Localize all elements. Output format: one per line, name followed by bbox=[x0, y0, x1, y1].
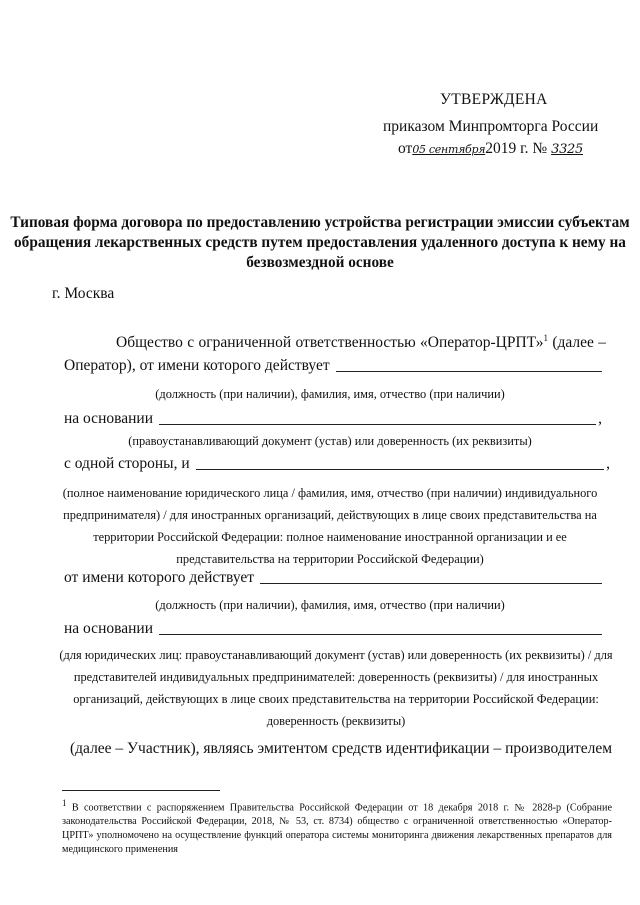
caption-party: (полное наименование юридического лица / фамилия, имя, отчество (при наличии) индивидуального предпринимателя) / для иностранных организаций, действующих в лице своих представительства на территории Российской Федерации: полное наименование иностранной организации и ее представительства на территории Российской Федерации) bbox=[62, 486, 598, 566]
party-row bbox=[64, 455, 610, 473]
document-title: Типовая форма договора по предоставлению устройства регистрации эмиссии субъектам обращения лекарственных средств путем предоставления удаленного доступа к нему на безвозмездной основе bbox=[10, 214, 630, 271]
handwritten-number: 3325 bbox=[551, 142, 583, 157]
operator-representative-row bbox=[64, 357, 604, 375]
footnote-ref: 1 bbox=[543, 333, 548, 343]
date-prefix: от bbox=[398, 140, 413, 157]
basis-label-2: на основании bbox=[64, 620, 153, 637]
caption-position: (должность (при наличии), фамилия, имя, отчество (при наличии) bbox=[155, 387, 505, 401]
comma: , bbox=[598, 410, 602, 427]
basis-row-1 bbox=[64, 410, 602, 428]
handwritten-date: 05 сентября bbox=[412, 143, 486, 156]
caption-document: (правоустанавливающий документ (устав) или доверенность (их реквизиты) bbox=[128, 434, 532, 448]
operator-name: Общество с ограниченной ответственностью «Оператор-ЦРПТ» bbox=[116, 334, 544, 352]
party-label: с одной стороны, и bbox=[64, 455, 190, 472]
approval-order: приказом Минпромторга России bbox=[383, 118, 599, 135]
basis-row-2 bbox=[64, 620, 604, 638]
footnote-text: В соответствии с распоряжением Правительства Российской Федерации от 18 декабря 2018 г. № 2828-р (Собрание законодательства Российской Федерации, 2018, № 53, ст. 8734) общество с ограниченной ответственностью «Оператор-ЦРПТ» уполномочено на осуществление функций оператора системы мониторинга движения лекарственных препаратов для медицинского применения bbox=[62, 802, 612, 855]
fill-line[interactable] bbox=[196, 455, 605, 470]
operator-acting-label: Оператор), от имени которого действует bbox=[64, 357, 330, 374]
footnote bbox=[62, 797, 612, 857]
fill-line[interactable] bbox=[336, 357, 602, 372]
footnote-divider bbox=[62, 790, 220, 791]
basis-label: на основании bbox=[64, 410, 153, 427]
caption-document-2: (для юридических лиц: правоустанавливающий документ (устав) или доверенность (их реквизиты) / для представителей индивидуальных предпринимателей: доверенность (реквизиты) / для иностранных организаций, действующих в лице своих представительства на территории Российской Федерации: доверенность (реквизиты) bbox=[59, 648, 613, 728]
approval-date-line bbox=[398, 140, 583, 158]
approval-stamp: УТВЕРЖДЕНА bbox=[440, 91, 548, 108]
footnote-mark: 1 bbox=[62, 798, 67, 808]
operator-note: (далее – bbox=[547, 334, 606, 352]
acting-label: от имени которого действует bbox=[64, 569, 255, 586]
fill-line[interactable] bbox=[159, 620, 602, 635]
fill-line[interactable] bbox=[159, 410, 596, 425]
caption-position-2: (должность (при наличии), фамилия, имя, отчество (при наличии) bbox=[155, 598, 505, 612]
paragraph-operator bbox=[116, 333, 606, 352]
fill-line[interactable] bbox=[260, 569, 602, 584]
paragraph-participant: (далее – Участник), являясь эмитентом средств идентификации – производителем bbox=[70, 740, 613, 757]
acting-row bbox=[64, 569, 604, 587]
city: г. Москва bbox=[52, 285, 115, 302]
date-suffix: 2019 г. № bbox=[485, 140, 548, 157]
comma: , bbox=[606, 455, 610, 472]
